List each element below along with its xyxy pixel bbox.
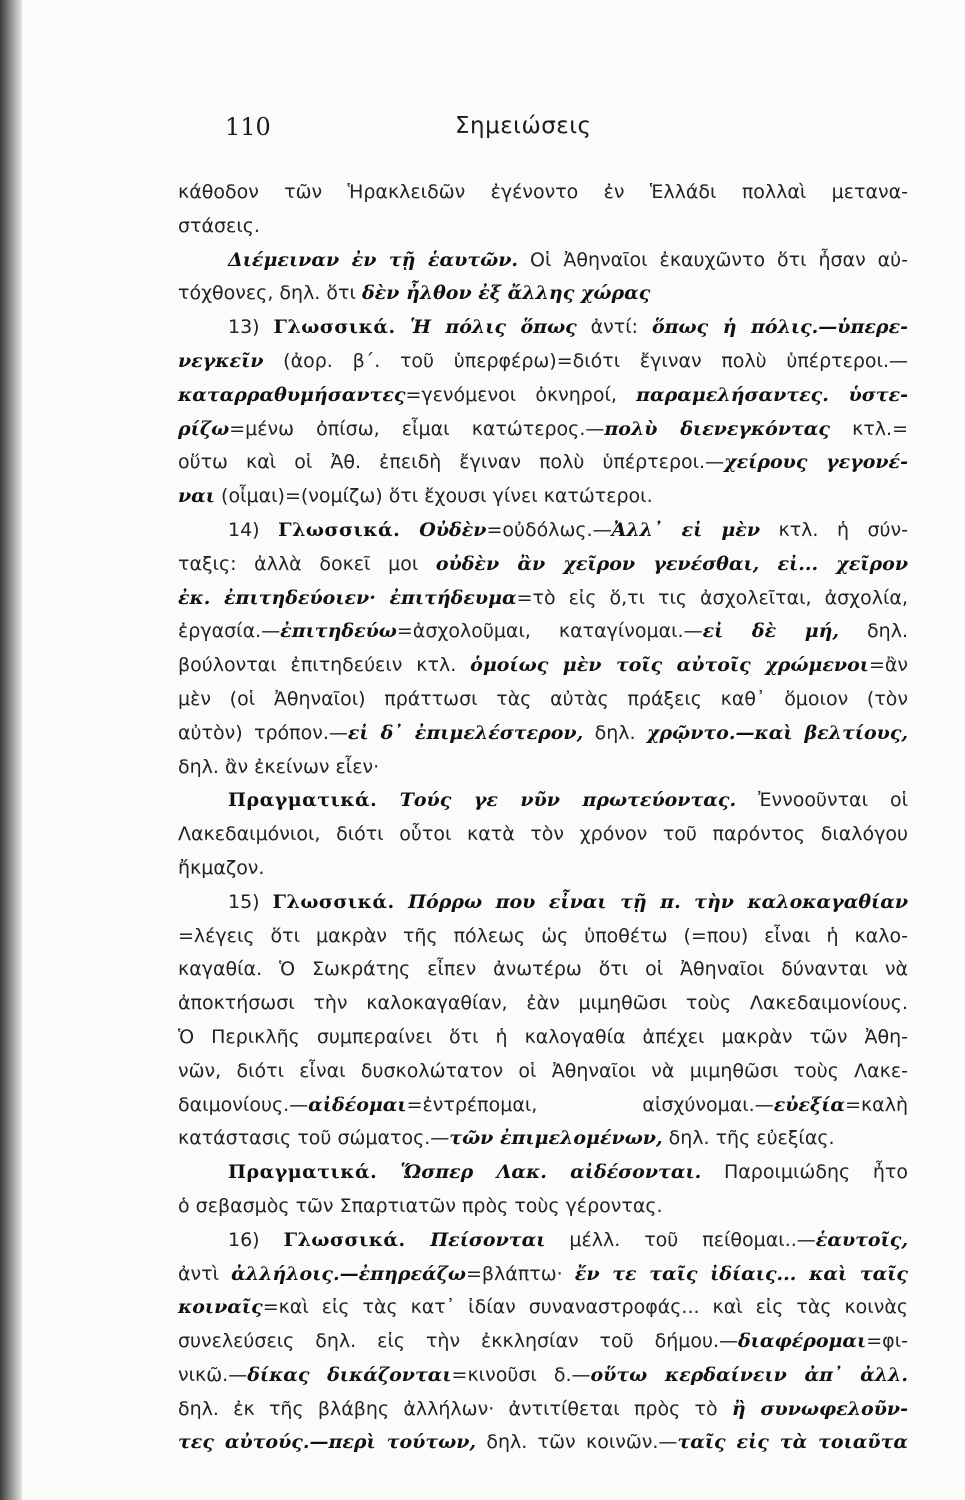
lemma-italic: ναι <box>178 485 215 508</box>
text-run: δηλ. ἐκ τῆς βλάβης ἀλλήλων· ἀντιτίθεται πρὸς τὸ <box>178 1397 732 1420</box>
text-run: μέλλ. τοῦ πείθομαι..— <box>545 1228 816 1251</box>
lemma-italic: Πόρρω που εἶναι τῇ π. τὴν καλοκαγαθίαν <box>394 890 908 913</box>
lemma-italic: καταρραθυμήσαντες <box>178 383 406 406</box>
text-line <box>178 311 908 345</box>
text-line <box>178 1393 908 1427</box>
lemma-italic: ὁμοίως μὲν τοῖς αὐτοῖς χρώμενοι <box>470 654 869 677</box>
lemma-italic: Διέμειναν ἐν τῇ ἑαυτῶν. <box>228 248 519 271</box>
lemma-italic: τες αὐτούς.—περὶ τούτων, <box>178 1431 477 1454</box>
text-run: =καλὴ <box>845 1093 908 1116</box>
lemma-italic: ἢ συνωφελοῦν- <box>731 1397 908 1420</box>
text-run: =τὸ εἰς ὅ,τι τις ἀσχολεῖται, ἀσχολία, <box>516 586 908 609</box>
text-run: =οὐδόλως.— <box>486 518 612 541</box>
text-run: =ἂν <box>868 654 908 677</box>
running-head: Σημειώσεις <box>455 113 592 139</box>
lemma-italic: Ἀλλ᾽ εἰ μὲν <box>611 518 761 541</box>
text-line <box>178 176 908 210</box>
lemma-italic: ἐκ. ἐπιτηδεύοιεν· ἐπιτήδευμα <box>178 586 517 609</box>
text-line <box>178 649 908 683</box>
text-run: 13) <box>228 316 274 339</box>
text-line <box>178 1021 908 1055</box>
text-line <box>178 1089 908 1123</box>
text-run: οὕτω καὶ οἱ Ἀθ. ἐπειδὴ ἔγιναν πολὺ ὑπέρτεροι.— <box>178 451 725 474</box>
text-run: δηλ. ἂν ἐκείνων εἶεν· <box>178 755 380 778</box>
text-line <box>178 548 908 582</box>
lemma-italic: χρῷντο.—καὶ βελτίους, <box>646 721 909 744</box>
text-run: βούλονται ἐπιτηδεύειν κτλ. <box>178 654 471 677</box>
lemma-italic: οὕτω κερδαίνειν ἀπ᾽ ἀλλ. <box>590 1363 908 1386</box>
page-number: 110 <box>225 113 271 141</box>
text-run: =ἐντρέπομαι, αἰσχύνομαι.— <box>406 1093 774 1116</box>
lemma-italic: ἔν τε ταῖς ἰδίαις... καὶ ταῖς <box>574 1262 909 1285</box>
text-run: ἤκμαζον. <box>178 856 265 879</box>
text-line <box>178 1190 908 1224</box>
section-heading: Γλωσσικά. <box>283 1228 406 1251</box>
text-run: ἀποκτήσωσι τὴν καλοκαγαθίαν, ἐὰν μιμηθῶσι τοὺς Λακεδαιμονίους. <box>178 992 908 1015</box>
text-run: =βλάπτω· <box>466 1262 575 1285</box>
text-run: =γενόμενοι ὀκνηροί, <box>405 383 637 406</box>
lemma-italic: Ὥσπερ Λακ. αἰδέσονται. <box>377 1161 702 1184</box>
text-run: δηλ. <box>839 620 908 643</box>
text-line <box>178 413 908 447</box>
text-run: =καὶ εἰς τὰς κατ᾽ ἰδίαν συναναστροφάς... καὶ εἰς τὰς κοινὰς <box>262 1296 908 1319</box>
lemma-italic: Πείσονται <box>405 1228 546 1251</box>
text-line <box>178 1325 908 1359</box>
lemma-italic: εὐεξία <box>773 1093 846 1116</box>
text-run: Ἐννοοῦνται οἱ <box>736 789 909 812</box>
text-run: στάσεις. <box>178 214 260 237</box>
text-line <box>178 751 908 785</box>
text-run: δαιμονίους.— <box>178 1093 309 1116</box>
text-run: κάθοδον τῶν Ἡρακλειδῶν ἐγένοντο ἐν Ἑλλάδι πολλαὶ μετανα- <box>178 181 908 203</box>
text-run: κτλ.= <box>829 417 908 440</box>
lemma-italic: τῶν ἐπιμελομένων, <box>449 1127 663 1150</box>
text-run: =μένω ὀπίσω, εἶμαι κατώτερος.— <box>229 417 605 440</box>
text-run: ὁ σεβασμὸς τῶν Σπαρτιατῶν πρὸς τοὺς γέροντας. <box>178 1194 663 1217</box>
text-run: νῶν, διότι εἶναι δυσκολώτατον οἱ Ἀθηναῖοι νὰ μιμηθῶσι τοὺς Λακε- <box>178 1059 908 1082</box>
lemma-italic: παραμελήσαντες. ὑστε- <box>636 383 908 406</box>
text-line <box>178 1055 908 1089</box>
text-line <box>178 920 908 954</box>
lemma-italic: δίκας δικάζονται <box>247 1363 452 1386</box>
lemma-italic: ρίζω <box>178 417 230 440</box>
text-run: αὐτὸν) τρόπον.— <box>178 721 348 744</box>
lemma-italic: δὲν ἦλθον ἐξ ἄλλης χώρας <box>361 282 651 305</box>
lemma-italic: Ἡ πόλις ὅπως <box>395 316 577 339</box>
text-run: ταξις: ἀλλὰ δοκεῖ μοι <box>178 552 436 575</box>
text-line <box>178 1224 908 1258</box>
text-line <box>178 1122 908 1156</box>
lemma-italic: ἀλλήλοις.—ἐπηρεάζω <box>231 1262 467 1285</box>
text-run: 14) <box>228 518 279 541</box>
text-run: δηλ. τῶν κοινῶν.— <box>476 1431 678 1454</box>
text-run: μὲν (οἱ Ἀθηναῖοι) πράττωσι τὰς αὐτὰς πράξεις καθ᾽ ὅμοιον (τὸν <box>178 687 908 710</box>
text-run: ἀντί: <box>576 316 652 339</box>
text-line <box>178 480 908 514</box>
text-line <box>178 1359 908 1393</box>
text-run: =λέγεις ὅτι μακρὰν τῆς πόλεως ὡς ὑποθέτω (=που) εἶναι ἡ καλο- <box>178 924 908 947</box>
section-heading: Γλωσσικά. <box>272 890 395 913</box>
text-run: Παροιμιώδης ἦτο <box>701 1161 908 1184</box>
text-run: ἐργασία.— <box>178 620 281 643</box>
text-line <box>178 886 908 920</box>
lemma-italic: ἑαυτοῖς, <box>815 1228 908 1251</box>
book-spine-shadow <box>0 0 22 1500</box>
text-run: νικῶ.— <box>178 1363 248 1386</box>
text-line <box>178 582 908 616</box>
text-line <box>178 244 908 278</box>
section-heading: Πραγματικά. <box>228 789 378 812</box>
text-line <box>178 852 908 886</box>
text-line <box>178 1156 908 1190</box>
text-line <box>178 1426 908 1460</box>
text-line <box>178 345 908 379</box>
text-run: (ἀορ. β΄. τοῦ ὑπερφέρω)=διότι ἔγιναν πολὺ ὑπέρτεροι.— <box>263 349 908 372</box>
text-run: καγαθία. Ὁ Σωκράτης εἶπεν ἀνωτέρω ὅτι οἱ Ἀθηναῖοι δύνανται νὰ <box>178 958 908 981</box>
text-line <box>178 615 908 649</box>
text-line <box>178 784 908 818</box>
text-line <box>178 379 908 413</box>
lemma-italic: χείρους γεγονέ- <box>724 451 908 474</box>
text-run: =κινοῦσι δ.— <box>451 1363 591 1386</box>
text-run: δηλ. τῆς εὐεξίας. <box>662 1127 835 1150</box>
lemma-italic: ἐπιτηδεύω <box>280 620 397 643</box>
lemma-italic: ὅπως ἡ πόλις.—ὑπερε- <box>651 316 908 339</box>
lemma-italic: διαφέρομαι <box>737 1330 867 1353</box>
text-run: ἀντὶ <box>178 1262 232 1285</box>
section-heading: Γλωσσικά. <box>278 518 401 541</box>
text-line <box>178 514 908 548</box>
lemma-italic: νεγκεῖν <box>178 349 264 372</box>
text-line <box>178 277 908 311</box>
text-line <box>178 683 908 717</box>
text-run: Οἱ Ἀθηναῖοι ἐκαυχῶντο ὅτι ἦσαν αὐ- <box>518 248 909 271</box>
lemma-italic: εἰ δὲ μή, <box>702 620 840 643</box>
lemma-italic: εἰ δ᾽ ἐπιμελέστερον, <box>347 721 584 744</box>
lemma-italic: Τούς γε νῦν πρωτεύοντας. <box>377 789 737 812</box>
section-heading: Πραγματικά. <box>228 1161 378 1184</box>
text-line <box>178 446 908 480</box>
text-run: τόχθονες, δηλ. ὅτι <box>178 282 362 305</box>
text-run: Ὁ Περικλῆς συμπεραίνει ὅτι ἡ καλογαθία ἀπέχει μακρὰν τῶν Ἀθη- <box>178 1025 908 1048</box>
text-line <box>178 717 908 751</box>
text-run: 16) <box>228 1228 284 1251</box>
lemma-italic: πολὺ διενεγκόντας <box>604 417 830 440</box>
section-heading: Γλωσσικά. <box>273 316 396 339</box>
text-run: δηλ. <box>583 721 647 744</box>
commentary-text <box>178 176 908 1460</box>
text-line <box>178 818 908 852</box>
text-run: κτλ. ἡ σύν- <box>760 518 909 541</box>
lemma-italic: αἰδέομαι <box>308 1093 407 1116</box>
text-line <box>178 1291 908 1325</box>
text-run: =φι- <box>866 1330 908 1353</box>
text-line <box>178 987 908 1021</box>
text-run: Λακεδαιμόνιοι, διότι οὗτοι κατὰ τὸν χρόνον τοῦ παρόντος διαλόγου <box>178 823 908 846</box>
page-header <box>0 113 965 153</box>
text-run: =ἀσχολοῦμαι, καταγίνομαι.— <box>396 620 703 643</box>
lemma-italic: Οὐδὲν <box>400 518 487 541</box>
text-run: 15) <box>228 890 273 913</box>
text-run: κατάστασις τοῦ σώματος.— <box>178 1127 450 1150</box>
text-line <box>178 210 908 244</box>
text-line <box>178 1258 908 1292</box>
text-line <box>178 953 908 987</box>
text-run: συνελεύσεις δηλ. εἰς τὴν ἐκκλησίαν τοῦ δήμου.— <box>178 1330 738 1353</box>
lemma-italic: ταῖς εἰς τὰ τοιαῦτα <box>677 1431 908 1454</box>
lemma-italic: κοιναῖς <box>178 1296 263 1319</box>
text-run: (οἶμαι)=(νομίζω) ὅτι ἔχουσι γίνει κατώτεροι. <box>215 485 653 508</box>
lemma-italic: οὐδὲν ἂν χεῖρον γενέσθαι, εἰ... χεῖρον <box>435 552 908 575</box>
